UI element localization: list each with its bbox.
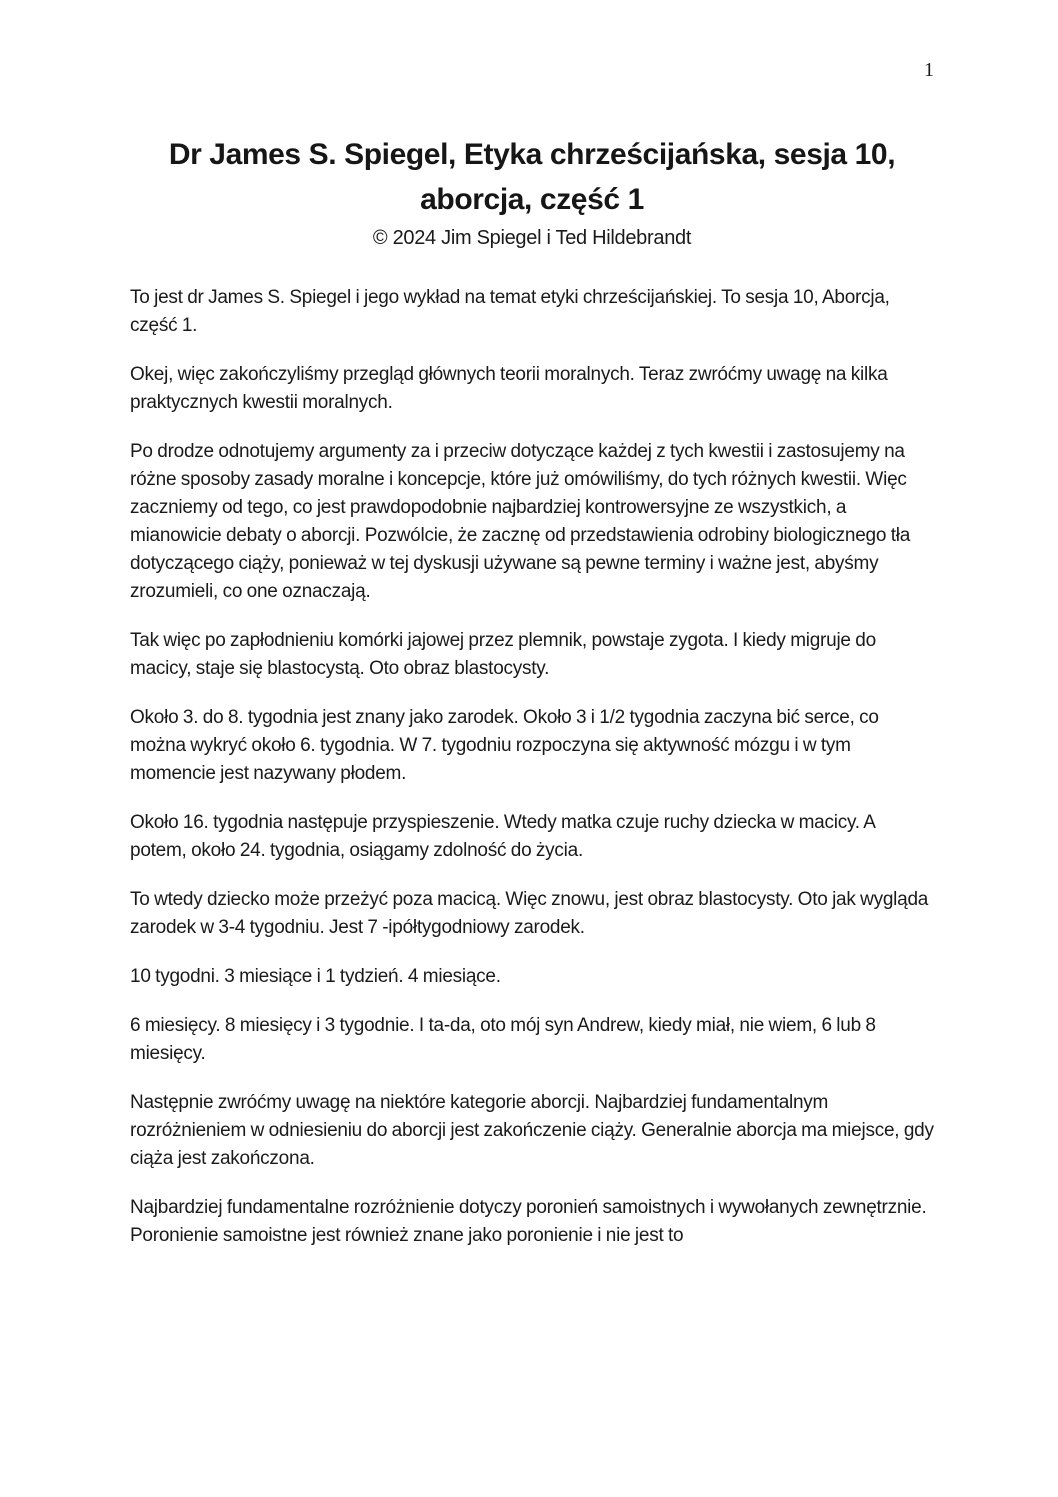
page-number: 1 — [924, 59, 934, 81]
paragraph: To wtedy dziecko może przeżyć poza macicą. Więc znowu, jest obraz blastocysty. Oto jak wygląda zarodek w 3-4 tygodniu. Jest 7 -ipółtygodniowy zarodek. — [130, 889, 929, 938]
copyright-line: © 2024 Jim Spiegel i Ted Hildebrandt — [372, 227, 692, 249]
paragraph: 10 tygodni. 3 miesiące i 1 tydzień. 4 miesiące. — [130, 966, 501, 987]
paragraph: To jest dr James S. Spiegel i jego wykład na temat etyki chrześcijańskiej. To sesja 10, Aborcja, część 1. — [130, 287, 890, 336]
document-body — [130, 284, 934, 1250]
paragraph: Po drodze odnotujemy argumenty za i przeciw dotyczące każdej z tych kwestii i zastosujemy na różne sposoby zasady moralne i koncepcje, które już omówiliśmy, do tych różnych kwestii. Więc zaczniemy od tego, co jest prawdopodobnie najbardziej kontrowersyjne ze wszystkich, a mianowicie debaty o aborcji. Pozwólcie, że zacznę od przedstawienia odrobiny biologicznego tła dotyczącego ciąży, ponieważ w tej dyskusji używane są pewne terminy i ważne jest, abyśmy zrozumieli, co one oznaczają. — [130, 441, 911, 602]
paragraph: Najbardziej fundamentalne rozróżnienie dotyczy poronień samoistnych i wywołanych zewnętrznie. Poronienie samoistne jest również znane jako poronienie i nie jest to — [130, 1197, 927, 1246]
paragraph: Okej, więc zakończyliśmy przegląd głównych teorii moralnych. Teraz zwróćmy uwagę na kilka praktycznych kwestii moralnych. — [130, 364, 888, 413]
paragraph: Tak więc po zapłodnieniu komórki jajowej przez plemnik, powstaje zygota. I kiedy migruje do macicy, staje się blastocystą. Oto obraz blastocysty. — [130, 630, 876, 679]
paragraph: Około 16. tygodnia następuje przyspieszenie. Wtedy matka czuje ruchy dziecka w macicy. A potem, około 24. tygodnia, osiągamy zdolność do życia. — [130, 812, 875, 861]
paragraph: Następnie zwróćmy uwagę na niektóre kategorie aborcji. Najbardziej fundamentalnym rozróżnieniem w odniesieniu do aborcji jest zakończenie ciąży. Generalnie aborcja ma miejsce, gdy ciąża jest zakończona. — [130, 1092, 934, 1169]
paragraph: 6 miesięcy. 8 miesięcy i 3 tygodnie. I ta-da, oto mój syn Andrew, kiedy miał, nie wiem, 6 lub 8 miesięcy. — [130, 1015, 876, 1064]
paragraph: Około 3. do 8. tygodnia jest znany jako zarodek. Około 3 i 1/2 tygodnia zaczyna bić serce, co można wykryć około 6. tygodnia. W 7. tygodniu rozpoczyna się aktywność mózgu i w tym momencie jest nazywany płodem. — [130, 707, 879, 784]
document-title: Dr James S. Spiegel, Etyka chrześcijańska, sesja 10, aborcja, część 1 — [168, 138, 896, 216]
